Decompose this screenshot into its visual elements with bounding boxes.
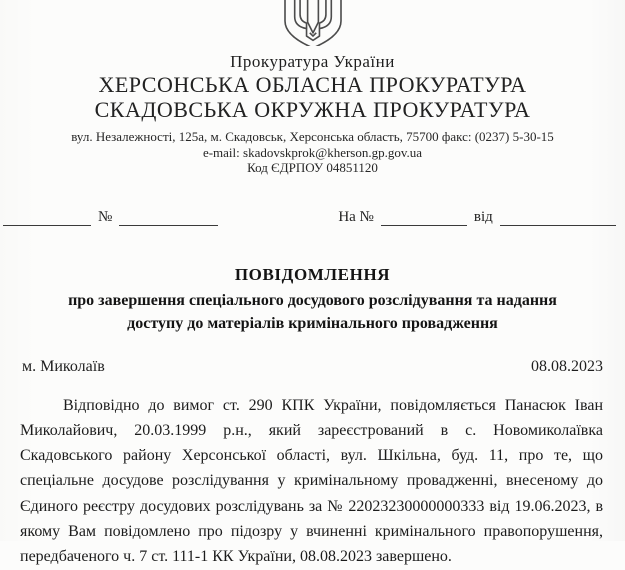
ukraine-trident-emblem-icon bbox=[278, 0, 348, 46]
from-label: від bbox=[473, 208, 493, 225]
org-address-line: вул. Незалежності, 125а, м. Скадовськ, Херсонська область, 75700 факс: (0237) 5-30-15 bbox=[71, 129, 554, 144]
body-paragraph: Відповідно до вимог ст. 290 КПК України, повідомляється Панасюк Іван Миколайович, 20.03.1999 р.н., який зареєстрований в с. Новомиколаївка Скадовського району Херсонської області, вул. Шкільна, буд. 11, про те, що спеціальне досудове розслідування у кримінальному провадженні, внесеному до Єдиного реєстру досудових розслідувань за № 22023230000000333 від 19.06.2023, в якому Вам повідомлено про підозру у вчиненні кримінального правопорушення, передбаченого ч. 7 ст. 111-1 КК України, 08.08.2023 завершено. bbox=[20, 396, 603, 566]
incoming-date-blank bbox=[500, 210, 616, 226]
org-edrpou-line: Код ЄДРПОУ 04851120 bbox=[247, 160, 378, 175]
reply-to-label: На № bbox=[338, 208, 374, 225]
document-title: ПОВІДОМЛЕННЯ bbox=[234, 264, 391, 284]
outgoing-number-blank bbox=[119, 210, 218, 226]
incoming-reference bbox=[331, 209, 615, 226]
org-regional-line: ХЕРСОНСЬКА ОБЛАСНА ПРОКУРАТУРА bbox=[98, 72, 527, 97]
place-label: м. Миколаїв bbox=[22, 357, 105, 375]
outgoing-date-blank bbox=[3, 210, 91, 226]
number-sign-label: № bbox=[98, 208, 113, 225]
letterhead-emblem bbox=[20, 0, 605, 46]
reference-line bbox=[20, 206, 605, 226]
org-email-line: e-mail: skadovskprok@kherson.gp.gov.ua bbox=[202, 144, 423, 160]
incoming-number-blank bbox=[381, 210, 467, 226]
document-subtitle-line1: про завершення спеціального досудового розслідування та надання bbox=[68, 291, 557, 309]
date-label: 08.08.2023 bbox=[531, 357, 603, 375]
document-subtitle bbox=[20, 289, 605, 336]
place-date-row bbox=[20, 358, 605, 376]
org-district-line: СКАДОВСЬКА ОКРУЖНА ПРОКУРАТУРА bbox=[94, 97, 531, 122]
org-country-line: Прокуратура України bbox=[230, 52, 395, 71]
outgoing-reference bbox=[20, 209, 218, 226]
document-subtitle-line2: доступу до матеріалів кримінального провадження bbox=[127, 315, 498, 332]
